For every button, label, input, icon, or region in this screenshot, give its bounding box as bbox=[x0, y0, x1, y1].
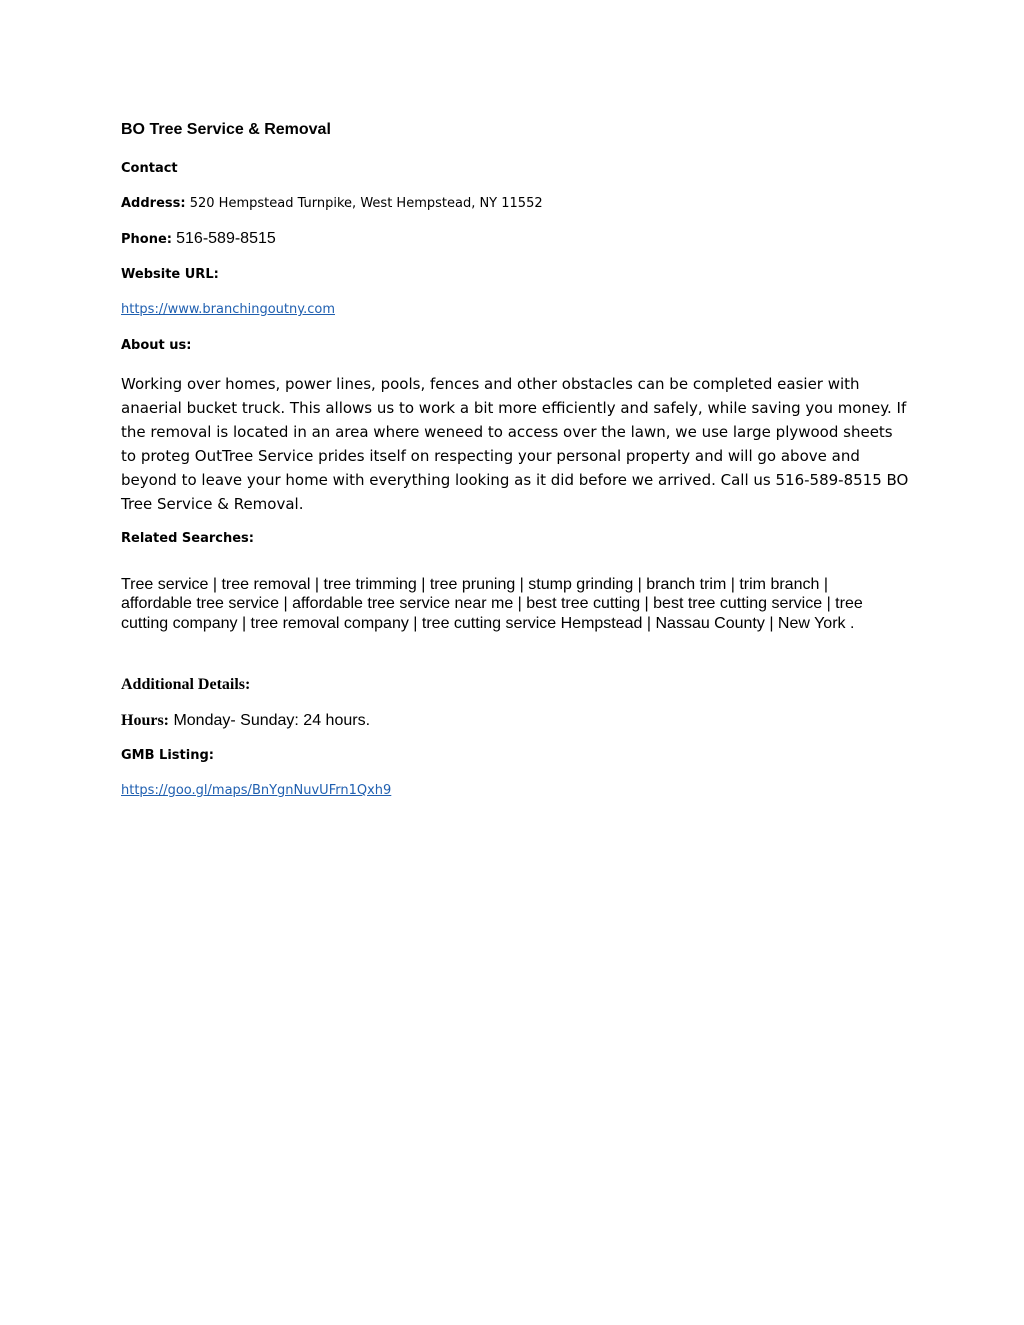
phone-label: Phone: bbox=[121, 232, 172, 247]
gmb-link[interactable]: https://goo.gl/maps/BnYgnNuvUFrn1Qxh9 bbox=[121, 783, 392, 798]
additional-details-heading: Additional Details: bbox=[121, 676, 251, 693]
contact-heading: Contact bbox=[121, 161, 178, 176]
page-title: BO Tree Service & Removal bbox=[121, 121, 331, 138]
related-searches-label: Related Searches: bbox=[121, 531, 254, 546]
hours-value: Monday- Sunday: 24 hours. bbox=[169, 712, 371, 729]
about-label: About us: bbox=[121, 338, 192, 353]
website-label: Website URL: bbox=[121, 267, 219, 282]
about-text: Working over homes, power lines, pools, fences and other obstacles can be completed easier with anaerial bucket truck. This allows us to work a bit more efficiently and safely, while saving you money. If the removal is located in an area where weneed to access over the lawn, we use large plywood sheets to proteg OutTree Service prides itself on respecting your personal property and will go above and beyond to leave your home with everything looking as it did before we arrived. Call us 516-589-8515 BO Tree Service & Removal. bbox=[121, 375, 909, 513]
hours-row bbox=[121, 712, 370, 730]
address-label: Address: bbox=[121, 196, 186, 211]
website-row bbox=[121, 302, 335, 317]
gmb-row bbox=[121, 783, 391, 798]
gmb-listing-label: GMB Listing: bbox=[121, 748, 214, 763]
address-row bbox=[121, 196, 543, 211]
phone-value: 516-589-8515 bbox=[176, 230, 276, 247]
phone-row bbox=[121, 230, 276, 248]
related-searches-text: Tree service | tree removal | tree trimming | tree pruning | stump grinding | branch trim | trim branch | affordable tree service | affordable tree service near me | best tree cutting | best tree cutting service | tree cutting company | tree removal company | tree cutting service Hempstead | Nassau County | New York . bbox=[121, 576, 863, 632]
hours-label: Hours: bbox=[121, 712, 169, 729]
address-value: 520 Hempstead Turnpike, West Hempstead, NY 11552 bbox=[189, 196, 543, 211]
website-link[interactable]: https://www.branchingoutny.com bbox=[121, 302, 335, 317]
